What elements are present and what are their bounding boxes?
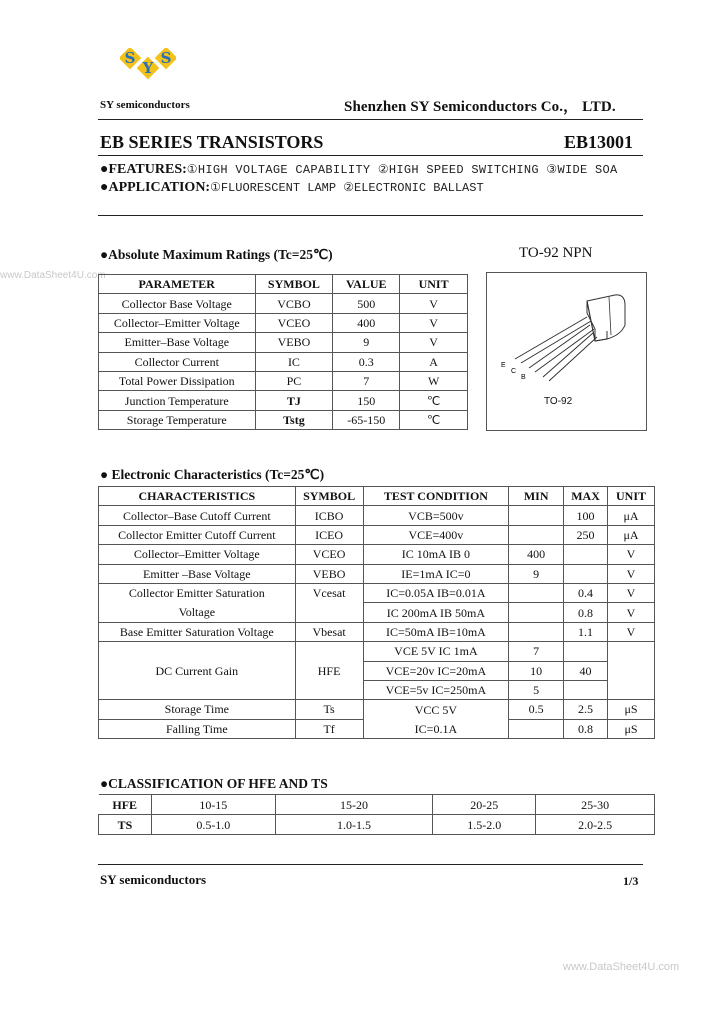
table-cell: 5 (509, 680, 564, 699)
table-row (99, 642, 655, 661)
table-header-row (99, 275, 468, 294)
table-cell: V (608, 564, 655, 583)
divider (98, 119, 643, 120)
table-cell: μA (608, 506, 655, 525)
table-cell: Tstg (255, 410, 333, 429)
table-cell: V (608, 603, 655, 622)
table-row (99, 719, 655, 738)
table-cell: 100 (564, 506, 608, 525)
table-row (99, 815, 655, 835)
table-row (99, 622, 655, 641)
table-row (99, 700, 655, 719)
table-cell: Falling Time (99, 719, 296, 738)
table-row (99, 603, 655, 622)
table-cell: 40 (564, 661, 608, 680)
table-cell: VCE=20v IC=20mA (363, 661, 509, 680)
table-cell (509, 603, 564, 622)
table-cell: VCE=400v (363, 525, 509, 544)
table-cell: VEBO (255, 333, 333, 352)
table-header: PARAMETER (99, 275, 256, 294)
table-cell (564, 642, 608, 661)
table-cell: -65-150 (333, 410, 400, 429)
table-cell: HFE (295, 642, 363, 700)
table-cell: IC=0.05A IB=0.01A (363, 583, 509, 602)
table-cell: Tf (295, 719, 363, 738)
table-cell: 250 (564, 525, 608, 544)
company-name-small: SY semiconductors (100, 99, 190, 111)
divider (98, 864, 643, 865)
table-row (99, 564, 655, 583)
package-title: TO-92 NPN (519, 245, 593, 261)
table-cell: VCEO (295, 545, 363, 564)
company-name: Shenzhen SY Semiconductors Co.， LTD. (344, 99, 616, 115)
table-cell: W (400, 371, 468, 390)
table-cell: ICEO (295, 525, 363, 544)
table-header: TEST CONDITION (363, 487, 509, 506)
table-cell: VCC 5V (363, 700, 509, 719)
classification-table (98, 794, 655, 835)
table-cell (509, 719, 564, 738)
page-number: 1/3 (623, 874, 639, 888)
application-items: ①FLUORESCENT LAMP ②ELECTRONIC BALLAST (210, 181, 484, 195)
table-cell: 20-25 (433, 795, 536, 815)
table-cell: IC=50mA IB=10mA (363, 622, 509, 641)
table-row (99, 410, 468, 429)
table-cell: Storage Time (99, 700, 296, 719)
pin-label: B (521, 374, 526, 381)
table-row (99, 294, 468, 313)
table-cell: A (400, 352, 468, 371)
classification-title: ●CLASSIFICATION OF HFE AND TS (100, 776, 328, 791)
table-cell: 1.5-2.0 (433, 815, 536, 835)
part-number: EB13001 (564, 132, 634, 152)
table-header: UNIT (608, 487, 655, 506)
table-row (99, 795, 655, 815)
table-cell: Voltage (99, 603, 296, 622)
table-cell: VCE=5v IC=250mA (363, 680, 509, 699)
table-cell: IC 10mA IB 0 (363, 545, 509, 564)
table-header: UNIT (400, 275, 468, 294)
table-cell: VCE 5V IC 1mA (363, 642, 509, 661)
table-header: MAX (564, 487, 608, 506)
table-cell: 0.8 (564, 719, 608, 738)
table-cell: 0.8 (564, 603, 608, 622)
table-cell (564, 564, 608, 583)
table-cell: IC 200mA IB 50mA (363, 603, 509, 622)
series-title: EB SERIES TRANSISTORS (100, 132, 324, 152)
table-cell (509, 525, 564, 544)
table-header-row (99, 487, 655, 506)
table-cell: 15-20 (275, 795, 433, 815)
table-cell: Vcesat (295, 583, 363, 602)
svg-text:Y: Y (142, 59, 154, 77)
table-cell (564, 680, 608, 699)
table-cell: 0.4 (564, 583, 608, 602)
table-cell: ℃ (400, 410, 468, 429)
table-cell (295, 603, 363, 622)
features-label: ●FEATURES: (100, 162, 187, 177)
company-logo (120, 48, 176, 94)
package-box (486, 272, 647, 431)
application-line (100, 180, 484, 196)
table-cell: 2.5 (564, 700, 608, 719)
table-cell: μS (608, 719, 655, 738)
table-cell: Collector–Emitter Voltage (99, 313, 256, 332)
table-cell (564, 545, 608, 564)
table-cell: Storage Temperature (99, 410, 256, 429)
svg-text:S: S (160, 49, 172, 67)
table-cell: 9 (333, 333, 400, 352)
divider (98, 155, 643, 156)
table-row (99, 371, 468, 390)
table-cell: Collector Emitter Saturation (99, 583, 296, 602)
table-cell: VCB=500v (363, 506, 509, 525)
table-cell: Ts (295, 700, 363, 719)
table-cell: DC Current Gain (99, 642, 296, 700)
table-row (99, 333, 468, 352)
table-cell: V (400, 313, 468, 332)
table-cell: 9 (509, 564, 564, 583)
table-cell: Junction Temperature (99, 391, 256, 410)
table-cell: Base Emitter Saturation Voltage (99, 622, 296, 641)
pin-label: E (501, 362, 506, 369)
table-cell: 7 (509, 642, 564, 661)
table-row (99, 391, 468, 410)
table-cell: 500 (333, 294, 400, 313)
table-cell: Collector Current (99, 352, 256, 371)
table-header: SYMBOL (255, 275, 333, 294)
table-header: CHARACTERISTICS (99, 487, 296, 506)
table-header: VALUE (333, 275, 400, 294)
application-label: ●APPLICATION: (100, 180, 211, 195)
table-cell: PC (255, 371, 333, 390)
table-cell: 150 (333, 391, 400, 410)
table-cell: VCBO (255, 294, 333, 313)
table-cell: V (608, 622, 655, 641)
table-cell: 2.0-2.5 (536, 815, 655, 835)
table-header: MIN (509, 487, 564, 506)
pin-label: C (511, 368, 517, 375)
table-cell: μS (608, 700, 655, 719)
table-row (99, 352, 468, 371)
table-cell: 1.0-1.5 (275, 815, 433, 835)
table-cell: Collector–Emitter Voltage (99, 545, 296, 564)
table-row (99, 545, 655, 564)
features-line (100, 162, 618, 178)
table-cell: μA (608, 525, 655, 544)
table-cell: 25-30 (536, 795, 655, 815)
table-header: SYMBOL (295, 487, 363, 506)
table-cell: 10-15 (151, 795, 275, 815)
table-cell: 0.5 (509, 700, 564, 719)
table-cell: Emitter–Base Voltage (99, 333, 256, 352)
table-cell: 400 (333, 313, 400, 332)
table-cell: TJ (255, 391, 333, 410)
watermark: www.DataSheet4U.com (0, 270, 106, 281)
table-header: TS (99, 815, 152, 835)
abs-max-title: ●Absolute Maximum Ratings (Tc=25℃) (100, 247, 333, 262)
table-cell: 10 (509, 661, 564, 680)
table-cell: Collector Base Voltage (99, 294, 256, 313)
table-cell: ℃ (400, 391, 468, 410)
divider (98, 215, 643, 216)
table-cell: IE=1mA IC=0 (363, 564, 509, 583)
table-cell: Emitter –Base Voltage (99, 564, 296, 583)
table-cell: Vbesat (295, 622, 363, 641)
table-cell: V (608, 545, 655, 564)
table-row (99, 313, 468, 332)
electrical-title: ● Electronic Characteristics (Tc=25℃) (100, 467, 325, 482)
package-label: TO-92 (544, 396, 573, 407)
table-cell (509, 506, 564, 525)
table-cell (608, 642, 655, 700)
table-cell: Total Power Dissipation (99, 371, 256, 390)
table-cell: 0.5-1.0 (151, 815, 275, 835)
table-cell: V (400, 333, 468, 352)
table-row (99, 525, 655, 544)
table-cell: IC (255, 352, 333, 371)
table-cell: 7 (333, 371, 400, 390)
table-cell (509, 622, 564, 641)
table-cell: Collector–Base Cutoff Current (99, 506, 296, 525)
table-cell: ICBO (295, 506, 363, 525)
table-cell: V (400, 294, 468, 313)
electrical-table (98, 486, 655, 739)
table-row (99, 506, 655, 525)
abs-max-table (98, 274, 468, 430)
footer-company: SY semiconductors (100, 872, 207, 887)
table-row (99, 583, 655, 602)
svg-text:S: S (124, 49, 136, 67)
table-header: HFE (99, 795, 152, 815)
table-cell (509, 583, 564, 602)
features-items: ①HIGH VOLTAGE CAPABILITY ②HIGH SPEED SWITCHING ③WIDE SOA (186, 163, 618, 177)
table-cell: 1.1 (564, 622, 608, 641)
table-cell: VEBO (295, 564, 363, 583)
watermark: www.DataSheet4U.com (563, 961, 680, 973)
table-cell: VCEO (255, 313, 333, 332)
table-cell: 400 (509, 545, 564, 564)
table-cell: Collector Emitter Cutoff Current (99, 525, 296, 544)
table-cell: V (608, 583, 655, 602)
table-cell: IC=0.1A (363, 719, 509, 738)
table-cell: 0.3 (333, 352, 400, 371)
